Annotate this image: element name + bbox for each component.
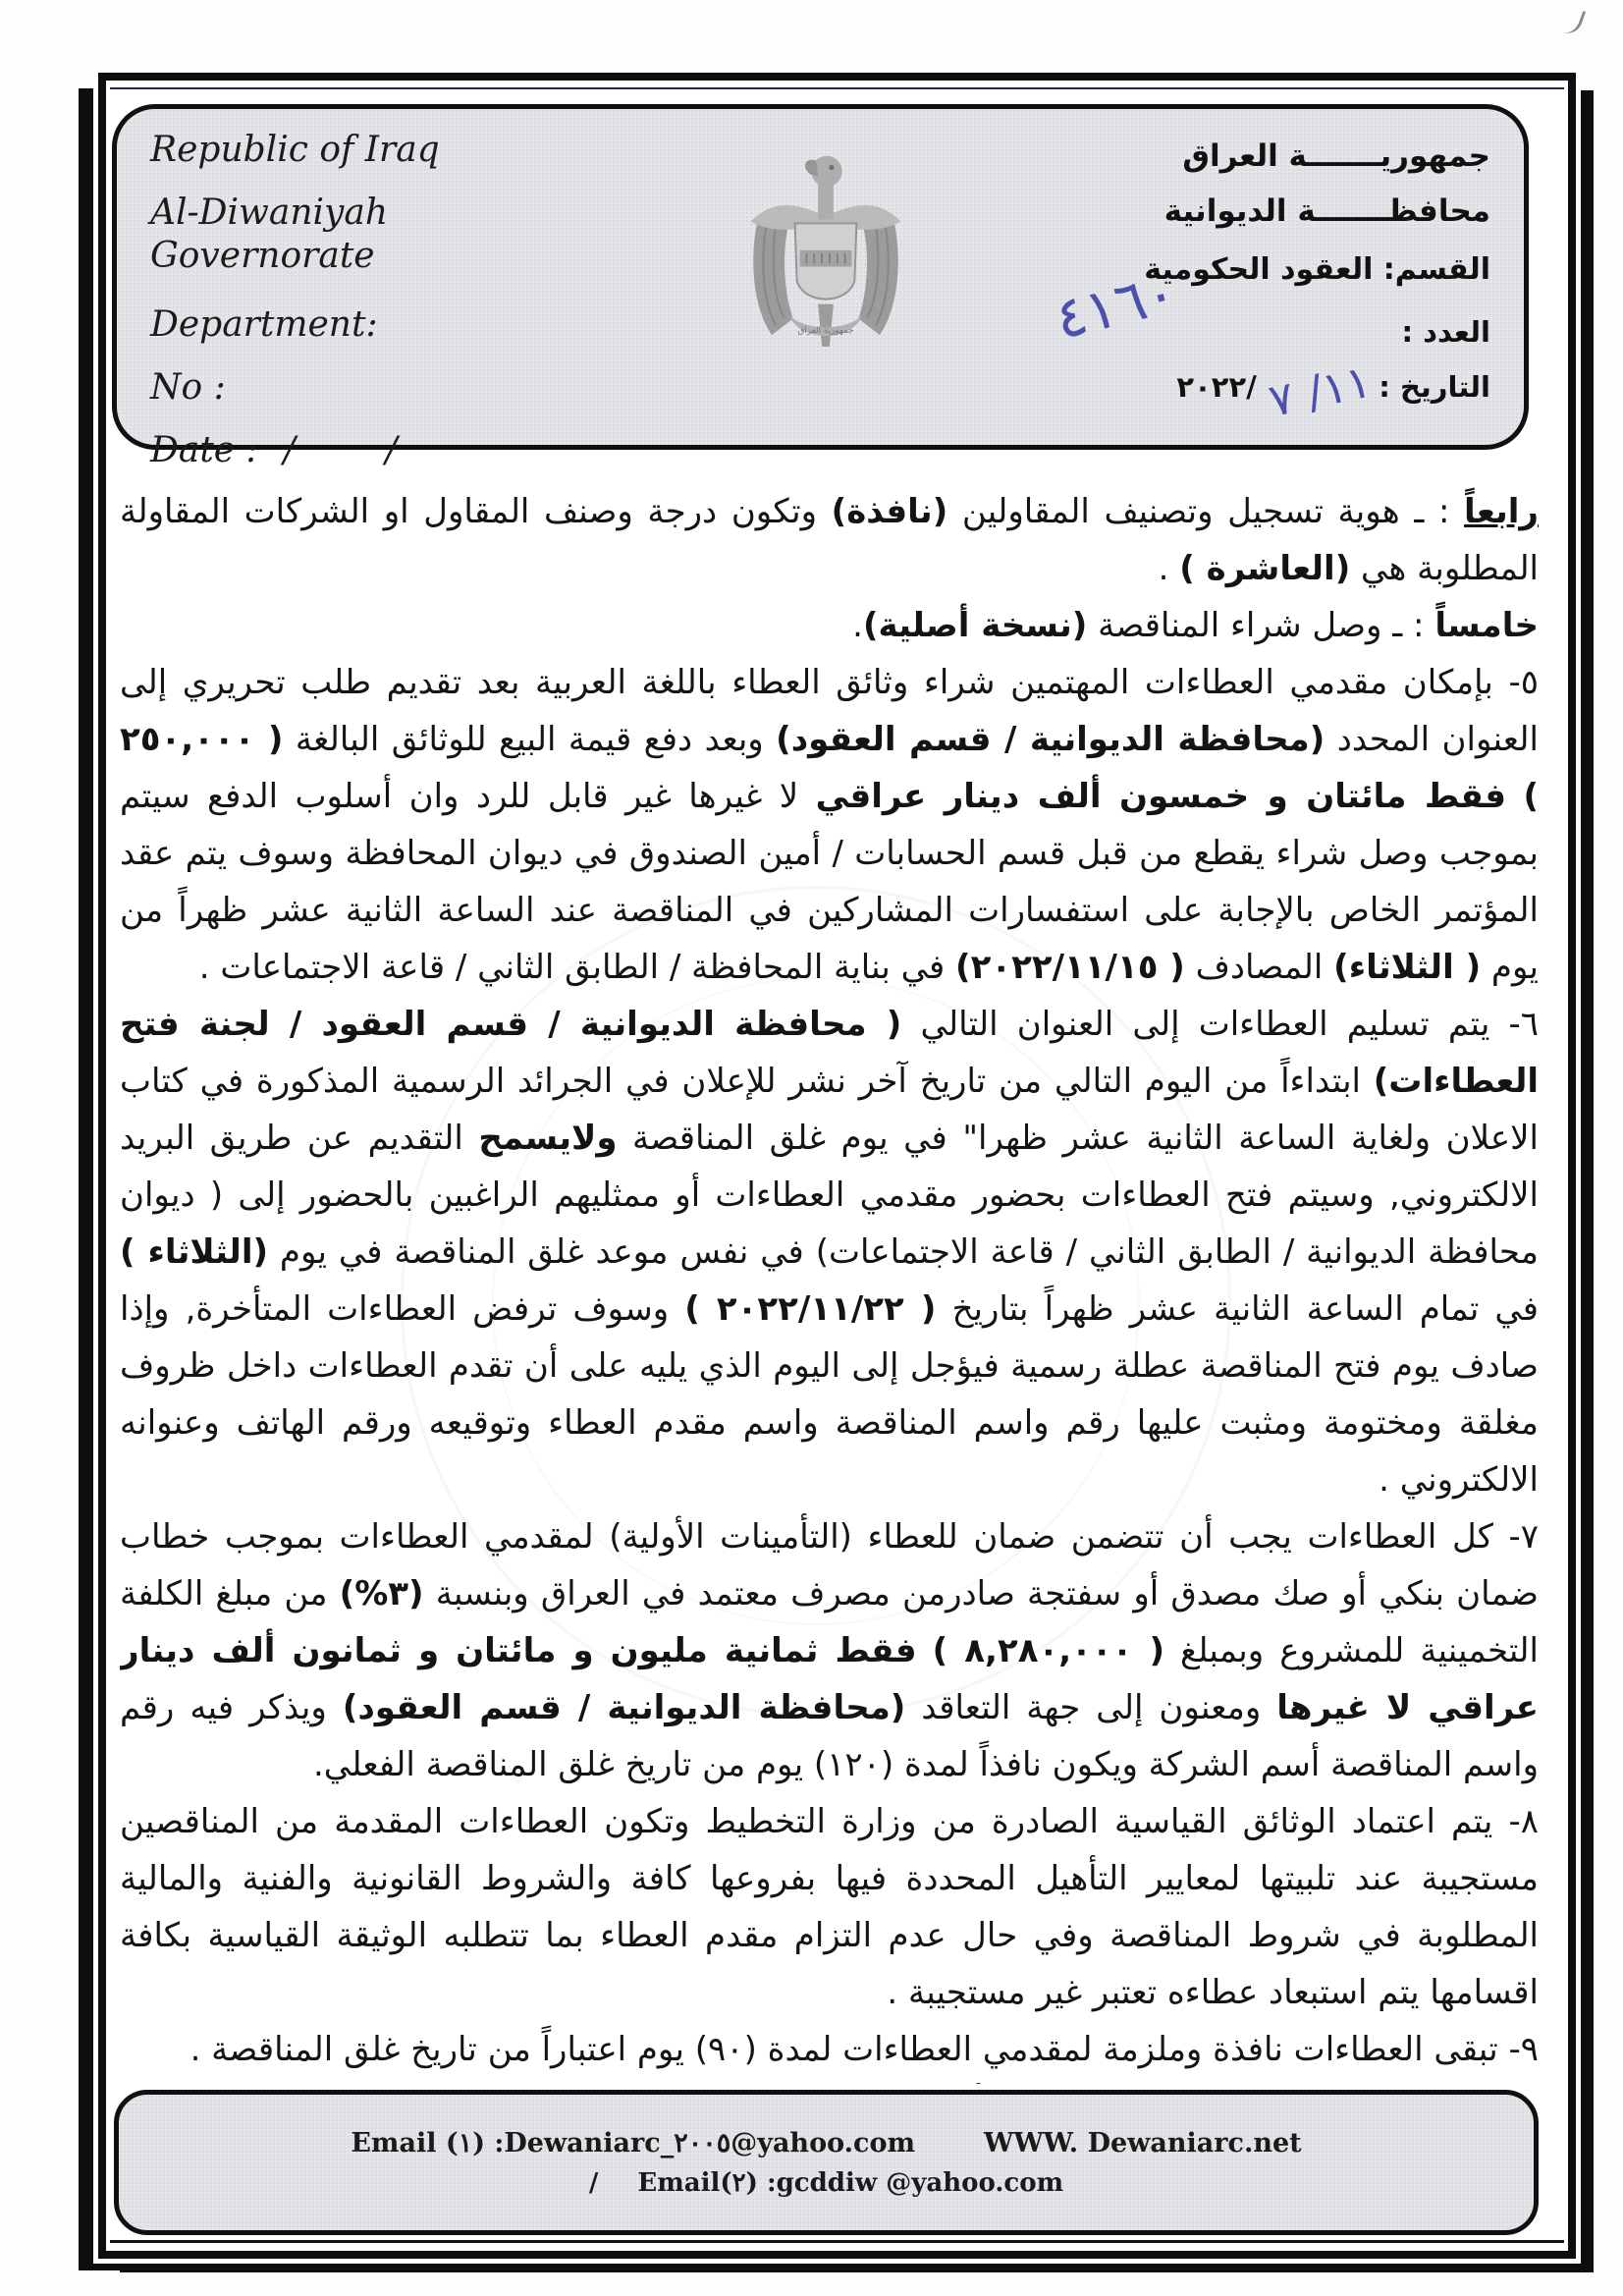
department-label-en: Department: xyxy=(150,304,378,345)
text-run: : ـ وصل شراء المناقصة xyxy=(1087,606,1435,645)
number-label-en: No : xyxy=(150,367,226,408)
text-run: ٧- كل العطاءات يجب أن تتضمن ضمان للعطاء (التأمينات الأولية) لمقدمي العطاءات بموجب خطاب ضمان بنكي أو صك مصدق أو سفتجة صادرمن مصرف معتمد في العراق وبنسبة xyxy=(120,1517,1539,1613)
text-run: ٩- تبقى العطاءات نافذة وملزمة لمقدمي العطاءات لمدة (٩٠) يوم اعتباراً من تاريخ غلق المناقصة . xyxy=(189,2030,1539,2069)
document-date-value xyxy=(1176,354,1376,428)
text-run: ( ٢٥٠,٠٠٠ ) xyxy=(120,720,1539,816)
body-paragraph xyxy=(120,2078,1539,2084)
text-run: في تمام الساعة الثانية عشر ظهراً بتاريخ xyxy=(936,1289,1539,1329)
date-row-en xyxy=(150,429,622,472)
letterhead-english xyxy=(150,129,622,470)
text-run: : ـ هوية تسجيل وتصنيف المقاولين xyxy=(947,492,1465,531)
country-name-ar: جمهوريـــــــة العراق xyxy=(1182,138,1490,174)
text-run: ولايسمح xyxy=(478,1119,618,1158)
text-run: ( الثلاثاء) xyxy=(1333,948,1482,987)
footer-line-2 xyxy=(589,2168,1063,2198)
text-run: المصادف xyxy=(1184,948,1334,987)
handwritten-date: ١١/ ٧ xyxy=(1264,354,1376,428)
text-run: فقط ثمانية مليون و مائتان و ثمانون ألف دينار عراقي لا غيرها xyxy=(120,1631,1539,1727)
website: WWW. Dewaniarc.net xyxy=(984,2127,1302,2159)
iraq-eagle-emblem xyxy=(622,129,1029,425)
handwritten-document-number: ٤١٦٠ xyxy=(1048,257,1183,354)
text-run xyxy=(917,1631,933,1670)
text-run: لا غيرها غير قابل للرد وان أسلوب الدفع سيتم بموجب وصل شراء يقطع من قبل قسم الحسابات / أمين الصندوق في ديوان المحافظة وسوف يتم عقد المؤتمر الخاص بالإجابة على استفسارات المشاركين في المناقصة عند الساعة الثانية عشر ظهراً من يوم xyxy=(120,777,1539,987)
frame-bottom-rule xyxy=(110,2240,1564,2243)
text-run: (العاشرة ) xyxy=(1179,549,1351,588)
document-date-row xyxy=(1029,354,1490,428)
text-run: في بناية المحافظة / الطابق الثاني / قاعة الاجتماعات . xyxy=(198,948,956,987)
body-paragraph xyxy=(120,1793,1539,2021)
text-run: رابعاً xyxy=(1464,492,1539,531)
footer-line-1 xyxy=(351,2128,1301,2159)
document-frame xyxy=(98,73,1576,2259)
date-label-ar: التاريخ : xyxy=(1379,370,1490,404)
date-label-en: Date : xyxy=(150,430,258,470)
text-run: (محافظة الديوانية / قسم العقود) xyxy=(342,1688,906,1727)
text-run: (نافذة) xyxy=(831,492,948,531)
number-label-ar: العدد : xyxy=(1401,315,1490,349)
text-run: (نسخة أصلية) xyxy=(862,606,1088,645)
text-run: (محافظة الديوانية / قسم العقود) xyxy=(776,720,1325,759)
text-run: ٦- يتم تسليم العطاءات إلى العنوان التالي xyxy=(901,1005,1539,1044)
text-run: (الثلاثاء ) xyxy=(120,1232,269,1272)
text-run: وسوف ترفض العطاءات المتأخرة, وإذا صادف يوم فتح المناقصة عطلة رسمية فيؤجل إلى اليوم الذي يليه على أن تقدم العطاءات داخل ظروف مغلقة ومختومة ومثبت عليها رقم واسم المناقصة واسم مقدم العطاء وتوقيعه ورقم الهاتف وعنوانه الالكتروني . xyxy=(120,1289,1539,1500)
frame-top-rule xyxy=(110,87,1564,89)
body-paragraph xyxy=(120,996,1539,1508)
pen-mark xyxy=(1559,6,1586,38)
emblem-banner-text: جمهورية العراق xyxy=(797,326,853,337)
date-year-printed: ٢٠٢٢/ xyxy=(1176,370,1257,404)
footer-slash: / xyxy=(588,2167,599,2198)
text-run: ( ٢٠٢٢/١١/٢٢ ) xyxy=(684,1289,937,1329)
email-2: Email(٢) :gcddiw @yahoo.com xyxy=(637,2167,1064,2198)
body-paragraph xyxy=(120,597,1539,654)
country-name-en: Republic of Iraq xyxy=(150,130,440,170)
text-run: ويذكر فيه رقم واسم المناقصة أسم الشركة ويكون نافذاً لمدة (١٢٠) يوم من تاريخ غلق المناقصة الفعلي. xyxy=(120,1688,1539,1784)
text-run: وتكون درجة وصنف المقاول او الشركات المقاولة المطلوبة هي xyxy=(120,492,1539,588)
text-run: من مبلغ الكلفة التخمينية للمشروع وبمبلغ xyxy=(120,1574,1539,1670)
body-paragraph xyxy=(120,654,1539,996)
document-body xyxy=(120,483,1539,2084)
text-run: (٣%) xyxy=(339,1574,424,1613)
text-run: التقديم عن طريق البريد الالكتروني, وسيتم فتح العطاءات بحضور مقدمي العطاءات أو ممثليهم الراغبين بالحضور إلى ( ديوان محافظة الديوانية / الطابق الثاني / قاعة الاجتماعات) في نفس موعد غلق المناقصة في يوم xyxy=(120,1119,1539,1272)
governorate-name-ar: محافظـــــــة الديوانية xyxy=(1163,193,1490,229)
text-run: ٥- بإمكان مقدمي العطاءات المهتمين شراء وثائق العطاء باللغة العربية بعد تقديم طلب تحريري إلى العنوان المحدد xyxy=(120,663,1539,759)
text-run: . xyxy=(852,606,863,645)
governorate-name-en: Al-Diwaniyah Governorate xyxy=(150,192,389,276)
text-run: ( محافظة الديوانية / قسم العقود / لجنة فتح العطاءات) xyxy=(120,1005,1539,1101)
text-run: ابتداءاً من اليوم التالي من تاريخ آخر نشر للإعلان في الجرائد الرسمية المذكورة في كتاب الاعلان ولغاية الساعة الثانية عشر ظهرا" في يوم غلق المناقصة xyxy=(120,1062,1539,1158)
text-run: فقط مائتان و خمسون ألف دينار عراقي xyxy=(815,777,1507,816)
text-run xyxy=(1506,777,1523,816)
text-run: . xyxy=(1158,549,1180,588)
text-run: ومعنون إلى جهة التعاقد xyxy=(905,1688,1277,1727)
email-1: Email (١) :Dewaniarc_٢٠٠٥@yahoo.com xyxy=(351,2127,916,2159)
letterhead xyxy=(112,104,1529,470)
letterhead-arabic xyxy=(1029,129,1490,428)
date-slashes: / / xyxy=(283,430,398,470)
text-run: خامساً xyxy=(1434,606,1539,645)
text-run: ( ٢٠٢٢/١١/١٥) xyxy=(955,948,1185,987)
footer-contact xyxy=(114,2090,1539,2235)
body-paragraph xyxy=(120,483,1539,597)
body-paragraph xyxy=(120,1508,1539,1793)
text-run: ٨- يتم اعتماد الوثائق القياسية الصادرة من وزارة التخطيط وتكون العطاءات المقدمة من المناقصين مستجيبة عند تلبيتها لمعايير التأهيل المحددة فيها بفروعها كافة والشروط القانونية والفنية والمالية المطلوبة في شروط المناقصة وفي حال عدم التزام مقدم العطاء بما تتطلبه الوثيقة القياسية بكافة اقسامها يتم استبعاد عطاءه تعتبر غير مستجيبة . xyxy=(120,1802,1539,2012)
body-paragraph xyxy=(120,2021,1539,2078)
text-run: ( ٨,٢٨٠,٠٠٠ ) xyxy=(932,1631,1164,1670)
department-name-ar: القسم: العقود الحكومية xyxy=(1144,252,1490,287)
text-run: وبعد دفع قيمة البيع للوثائق البالغة xyxy=(283,720,777,759)
